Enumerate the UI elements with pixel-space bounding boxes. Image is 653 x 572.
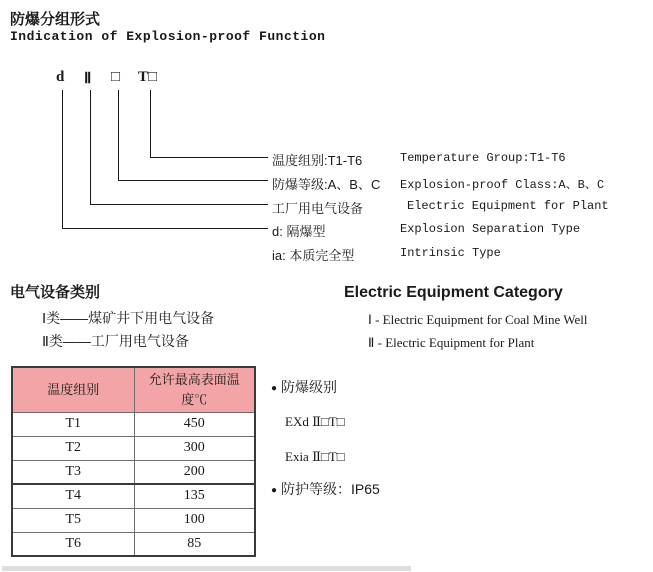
designation-symbol-II: Ⅱ xyxy=(84,71,92,87)
bullet-icon: ● xyxy=(271,485,278,496)
diagram-line-vertical-Tbox xyxy=(150,90,151,157)
legend-intrinsic-en: Intrinsic Type xyxy=(400,246,501,260)
spec-protection-grade xyxy=(271,479,380,499)
spec-code-exia: Exia Ⅱ□T□ xyxy=(285,449,345,464)
legend-flameproof-en: Explosion Separation Type xyxy=(400,222,581,236)
table-cell-group: T3 xyxy=(12,460,134,484)
spec-protection-grade-label: 防护等级：IP65 xyxy=(281,481,380,497)
diagram-line-horizontal-d xyxy=(62,228,268,229)
table-row xyxy=(12,460,255,484)
designation-symbol-box: □ xyxy=(111,69,121,85)
table-cell-group: T2 xyxy=(12,436,134,460)
legend-temp-group-zh: 温度组别:T1-T6 xyxy=(272,153,363,168)
category-heading-en: Electric Equipment Category xyxy=(344,284,563,301)
diagram-line-vertical-box xyxy=(118,90,119,180)
bullet-icon: ● xyxy=(271,383,278,394)
diagram-line-vertical-d xyxy=(62,90,63,228)
spec-code-exd: EXd Ⅱ□T□ xyxy=(285,414,345,429)
bottom-divider-strip xyxy=(2,566,411,571)
table-cell-temp: 450 xyxy=(134,412,255,436)
table-cell-temp: 200 xyxy=(134,460,255,484)
table-cell-group: T5 xyxy=(12,508,134,532)
category-item-class1-en: Ⅰ - Electric Equipment for Coal Mine Well xyxy=(368,312,588,327)
table-cell-temp: 100 xyxy=(134,508,255,532)
table-row xyxy=(12,484,255,508)
legend-flameproof-zh: d: 隔爆型 xyxy=(272,224,326,239)
category-heading-zh: 电气设备类别 xyxy=(10,284,101,301)
legend-exp-class-zh: 防爆等级:A、B、C xyxy=(272,177,381,192)
diagram-line-horizontal-plant xyxy=(90,204,268,205)
legend-plant-equip-zh: 工厂用电气设备 xyxy=(272,201,364,216)
diagram-line-horizontal-class xyxy=(118,180,268,181)
table-row xyxy=(12,412,255,436)
table-header-max-surface-temp: 允许最高表面温度℃ xyxy=(134,367,255,412)
diagram-line-horizontal-temp xyxy=(150,157,268,158)
table-row xyxy=(12,436,255,460)
legend-intrinsic-zh: ia: 本质完全型 xyxy=(272,248,355,263)
legend-temp-group-en: Temperature Group:T1-T6 xyxy=(400,151,566,165)
designation-symbol-d: d xyxy=(56,69,65,85)
legend-plant-equip-en: Electric Equipment for Plant xyxy=(407,199,609,213)
table-cell-temp: 300 xyxy=(134,436,255,460)
table-cell-temp: 85 xyxy=(134,532,255,556)
table-cell-group: T1 xyxy=(12,412,134,436)
table-row xyxy=(12,532,255,556)
table-row xyxy=(12,508,255,532)
category-item-class2-en: Ⅱ - Electric Equipment for Plant xyxy=(368,335,535,350)
diagram-line-vertical-II xyxy=(90,90,91,204)
category-item-class1-zh: Ⅰ类——煤矿井下用电气设备 xyxy=(42,310,215,326)
page-title-zh: 防爆分组形式 xyxy=(10,11,101,28)
page-title-en: Indication of Explosion-proof Function xyxy=(10,29,326,44)
spec-explosion-class-label: 防爆级别 xyxy=(281,379,338,395)
table-cell-group: T4 xyxy=(12,484,134,508)
category-item-class2-zh: Ⅱ类——工厂用电气设备 xyxy=(42,333,189,349)
table-header-temp-group: 温度组别 xyxy=(12,367,134,412)
legend-exp-class-en: Explosion-proof Class:A、B、C xyxy=(400,178,605,192)
table-cell-temp: 135 xyxy=(134,484,255,508)
table-cell-group: T6 xyxy=(12,532,134,556)
temperature-table xyxy=(11,366,256,557)
designation-symbol-Tbox: T□ xyxy=(138,69,158,85)
spec-explosion-class xyxy=(271,377,337,397)
